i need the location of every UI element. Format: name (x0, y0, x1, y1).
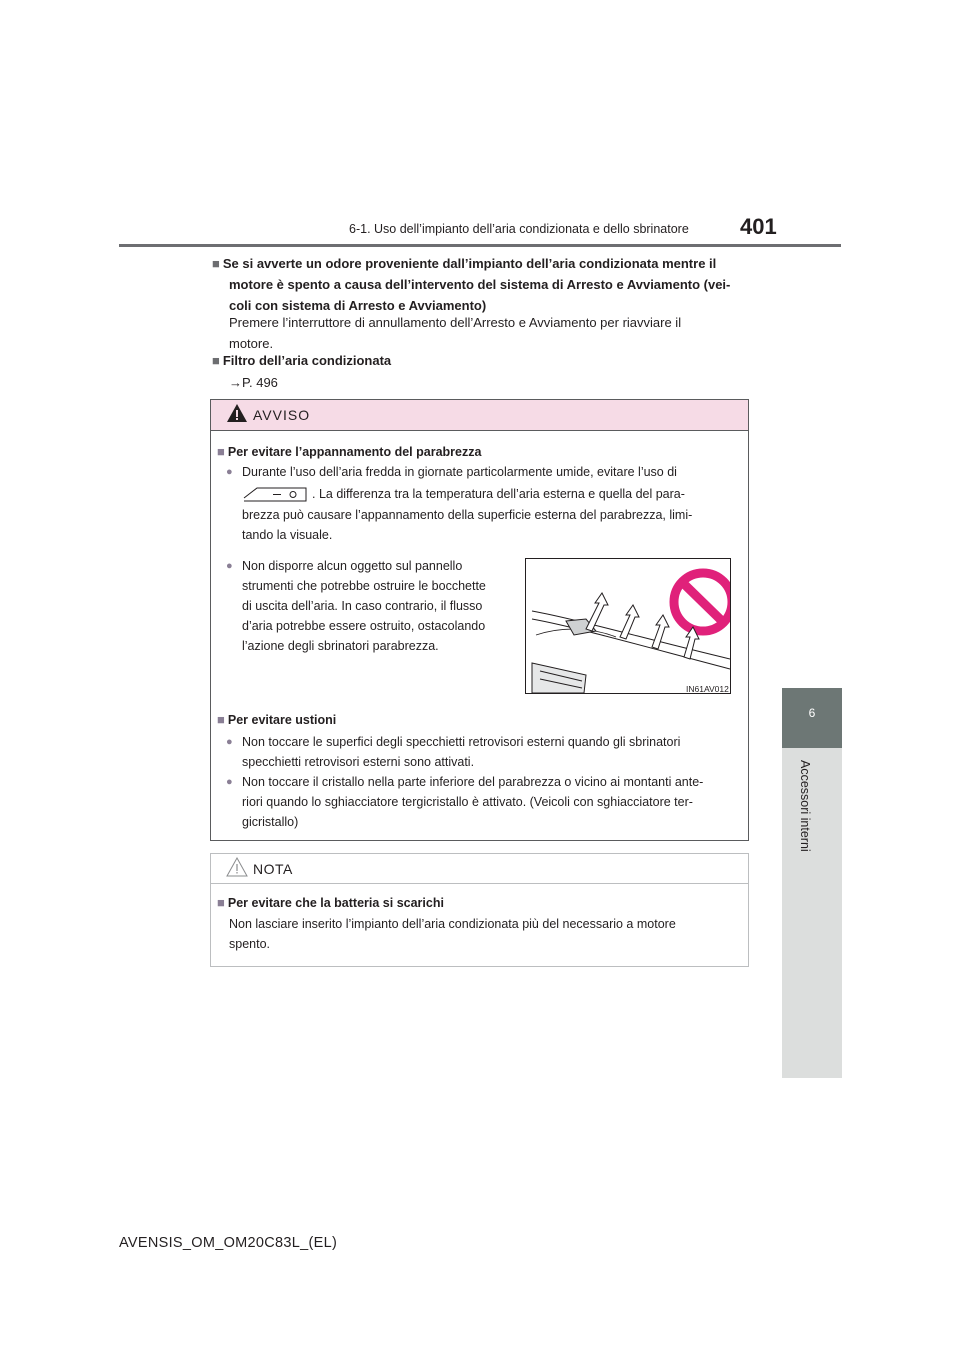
bullet4-line3: gicristallo) (242, 815, 299, 829)
heading-odor (212, 253, 744, 316)
paragraph-restart (229, 312, 745, 354)
square-bullet-icon: ■ (217, 712, 225, 727)
heading-odor-line1: Se si avverte un odore proveniente dall’impianto dell’aria condizionata mentre il (222, 256, 717, 271)
note-text (229, 914, 739, 954)
warning-sub-burns (217, 709, 757, 731)
heading-odor-line2: motore è spento a causa dell’intervento del sistema di Arresto e Avviamento (vei- (229, 277, 731, 292)
heading-odor-line3: coli con sistema di Arresto e Avviamento) (229, 298, 487, 313)
bullet1-line3: brezza può causare l’appannamento della superficie esterna del parabrezza, limi- (242, 508, 693, 522)
bullet4-text (242, 772, 742, 832)
note-title: NOTA (253, 861, 293, 877)
note-line1: Non lasciare inserito l’impianto dell’aria condizionata più del necessario a motore (229, 917, 676, 931)
bullet4-line2: riori quando lo sghiacciatore tergicristallo è attivato. (Veicoli con sghiacciatore ter- (242, 795, 693, 809)
header-divider (119, 244, 841, 247)
chapter-bar (782, 748, 842, 1078)
paragraph-restart-line1: Premere l’interruttore di annullamento dell’Arresto e Avviamento per riavviare il (229, 315, 682, 330)
bullet2-line2: strumenti che potrebbe ostruire le bocchette (242, 579, 486, 593)
square-bullet-icon: ■ (212, 256, 220, 271)
bullet-dot-icon: ● (226, 736, 233, 748)
bullet2-line5: l’azione degli sbrinatori parabrezza. (242, 639, 439, 653)
bullet2-line4: d’aria potrebbe essere ostruito, ostacolando (242, 619, 486, 633)
dashboard-illustration (526, 559, 730, 693)
page-number: 401 (740, 214, 777, 239)
heading-filter-text: Filtro dell’aria condizionata (222, 353, 392, 368)
bullet4-line1: Non toccare il cristallo nella parte inferiore del parabrezza o vicino ai montanti ante- (242, 775, 704, 789)
bullet3-line2: specchietti retrovisori esterni sono attivati. (242, 755, 475, 769)
square-bullet-icon: ■ (212, 353, 220, 368)
bullet1-line2: . La differenza tra la temperatura dell’aria esterna e quella del para- (312, 487, 685, 501)
paragraph-restart-line2: motore. (229, 336, 274, 351)
warning-sub-fog-text: Per evitare l’appannamento del parabrezza (227, 445, 482, 459)
caution-triangle-icon (226, 857, 248, 877)
warning-sub-burns-text: Per evitare ustioni (227, 713, 337, 727)
note-line2: spento. (229, 937, 271, 951)
document-code: AVENSIS_OM_OM20C83L_(EL) (119, 1235, 338, 1251)
bullet2-line3: di uscita dell’aria. In caso contrario, il flusso (242, 599, 483, 613)
fan-button-icon (243, 484, 309, 504)
note-sub-battery-text: Per evitare che la batteria si scarichi (227, 896, 444, 910)
bullet2-text (242, 556, 513, 656)
bullet1-line4: tando la visuale. (242, 528, 333, 542)
figure-code: IN61AV012 (686, 684, 729, 694)
note-sub-battery (217, 892, 757, 914)
chapter-label: Accessori interni (798, 760, 812, 852)
warning-sub-fog (217, 441, 757, 463)
bullet-dot-icon: ● (226, 776, 233, 788)
warning-title: AVVISO (253, 407, 311, 423)
bullet-dot-icon: ● (226, 466, 233, 478)
dashboard-vent-figure (525, 558, 731, 694)
bullet2-line1: Non disporre alcun oggetto sul pannello (242, 559, 463, 573)
bullet1-line1: Durante l’uso dell’aria fredda in giornate particolarmente umide, evitare l’uso di (242, 465, 677, 479)
bullet3-text (242, 732, 742, 772)
square-bullet-icon: ■ (217, 895, 225, 910)
section-title: 6-1. Uso dell’impianto dell’aria condizionata e dello sbrinatore (349, 222, 689, 236)
bullet3-line1: Non toccare le superfici degli specchietti retrovisori esterni quando gli sbrinatori (242, 735, 681, 749)
heading-filter (212, 350, 752, 371)
square-bullet-icon: ■ (217, 444, 225, 459)
warning-triangle-icon (226, 403, 248, 423)
chapter-number: 6 (808, 706, 816, 720)
page-reference[interactable]: →P. 496 (229, 375, 278, 390)
bullet-dot-icon: ● (226, 560, 233, 572)
